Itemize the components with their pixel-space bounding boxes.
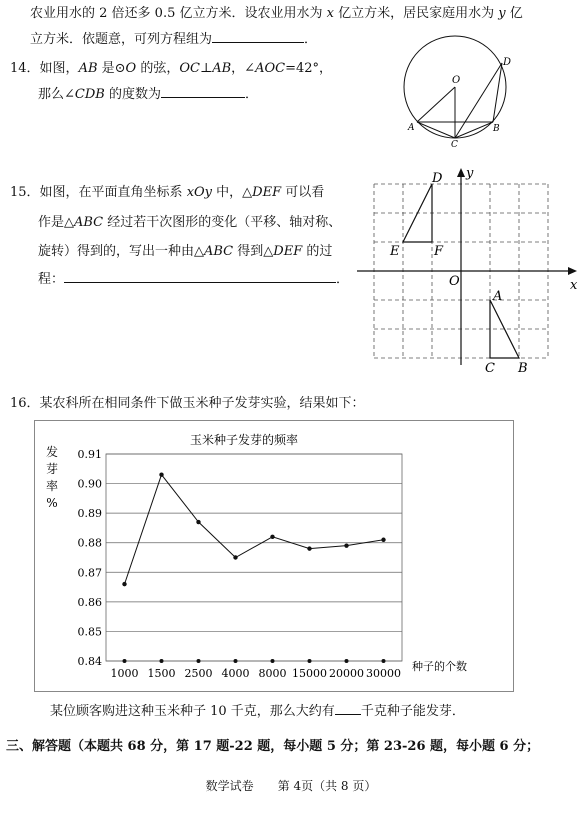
y-tick-label: 0.85 xyxy=(77,625,102,639)
y-axis-label xyxy=(46,444,58,510)
y-tick-label: 0.88 xyxy=(77,536,102,550)
label-e: E xyxy=(390,244,400,259)
data-point xyxy=(344,543,348,547)
x-tick-label: 8000 xyxy=(258,667,287,680)
data-point xyxy=(270,535,274,539)
data-point xyxy=(159,473,163,477)
label-b: B xyxy=(493,124,500,134)
x-axis-label: 种子的个数 xyxy=(412,660,467,673)
y-label-char: 率 xyxy=(45,479,59,493)
y-tick-label: 0.91 xyxy=(77,448,102,461)
x-tick-label: 15000 xyxy=(292,667,327,680)
y-tick-label: 0.90 xyxy=(77,477,102,491)
baseline-marker xyxy=(308,659,312,663)
y-tick-label: 0.84 xyxy=(77,655,102,668)
plot-border xyxy=(106,454,402,661)
y-label-char: % xyxy=(46,496,58,510)
data-point xyxy=(307,546,311,550)
question-number: 15． xyxy=(10,185,40,200)
label-d: D xyxy=(432,171,443,186)
label-a: A xyxy=(408,123,415,133)
data-point xyxy=(381,538,385,542)
label-a: A xyxy=(493,289,503,304)
label-o: O xyxy=(452,75,461,86)
x-tick-label: 2500 xyxy=(184,667,213,680)
q13-line2: 立方米．依题意，可列方程组为 ． xyxy=(30,28,317,47)
y-label-char: 发 xyxy=(45,445,59,459)
answer-blank[interactable] xyxy=(161,84,245,98)
circle-figure xyxy=(395,35,525,150)
y-tick-label: 0.89 xyxy=(77,507,102,521)
baseline-marker xyxy=(160,659,164,663)
q15-line3: 旋转）得到的，写出一种由△ABC 得到△DEF 的过 xyxy=(38,244,333,259)
page-footer: 数学试卷 第 4页（共 8 页） xyxy=(205,779,377,793)
q15-line1: 15．如图，在平面直角坐标系 xOy 中，△DEF 可以看 xyxy=(10,185,325,200)
label-c: C xyxy=(485,361,495,375)
answer-blank[interactable] xyxy=(64,269,336,283)
baseline-marker xyxy=(271,659,275,663)
q16-line2: 某位顾客购进这种玉米种子 10 千克，那么大约有 千克种子能发芽． xyxy=(50,700,465,719)
y-tick-label: 0.87 xyxy=(77,566,102,580)
segment-bd xyxy=(493,63,502,122)
question-number: 16． xyxy=(10,396,40,411)
chart-title: 玉米种子发芽的频率 xyxy=(189,433,299,447)
x-tick-label: 1500 xyxy=(147,667,176,680)
q14-line2: 那么∠CDB 的度数为 ． xyxy=(38,83,258,102)
baseline-marker xyxy=(382,659,386,663)
label-b: B xyxy=(518,361,528,375)
label-d: D xyxy=(503,57,512,68)
x-tick-label: 30000 xyxy=(366,667,401,680)
segment-oa xyxy=(417,87,455,122)
coordinate-grid-figure xyxy=(355,165,582,375)
series-line xyxy=(125,475,384,584)
label-c: C xyxy=(451,140,458,150)
baseline-marker xyxy=(345,659,349,663)
y-label-char: 芽 xyxy=(45,462,59,476)
x-tick-label: 4000 xyxy=(221,667,250,680)
x-axis-arrow xyxy=(568,267,577,275)
data-point xyxy=(196,520,200,524)
x-tick-label: 1000 xyxy=(110,667,139,680)
var-x: x xyxy=(326,6,334,21)
label-f: F xyxy=(434,244,444,259)
answer-blank[interactable] xyxy=(212,29,304,43)
baseline-marker xyxy=(197,659,201,663)
answer-blank[interactable] xyxy=(335,701,361,715)
label-x: x xyxy=(570,278,578,293)
q14-line1: 14．如图，AB 是⊙O 的弦，OC⊥AB，∠AOC=42°， xyxy=(10,61,332,76)
q15-line4: 程： ． xyxy=(38,268,349,287)
segment-ac xyxy=(417,122,455,138)
x-tick-label: 20000 xyxy=(329,667,364,680)
label-y: y xyxy=(466,166,474,181)
plot-area xyxy=(78,448,403,680)
baseline-marker xyxy=(123,659,127,663)
data-point xyxy=(122,582,126,586)
triangle-def xyxy=(403,184,432,242)
segment-bc xyxy=(455,122,493,138)
data-point xyxy=(233,555,237,559)
label-o: O xyxy=(449,274,460,289)
q13-line1: 农业用水的 2 倍还多 0.5 亿立方米．设农业用水为 x 亿立方米，居民家庭用水为 y 亿 xyxy=(30,6,523,21)
q15-line2: 作是△ABC 经过若干次图形的变化（平移、轴对称、 xyxy=(38,215,342,230)
section-3-title: 三、解答题（本题共 68 分，第 17 题-22 题，每小题 5 分；第 23-26 题，每小题 6 分； xyxy=(6,739,540,754)
q16-line1: 16．某农科所在相同条件下做玉米种子发芽实验，结果如下： xyxy=(10,396,365,411)
var-y: y xyxy=(498,6,506,21)
y-axis-arrow xyxy=(457,168,465,177)
y-tick-label: 0.86 xyxy=(77,595,102,609)
baseline-marker xyxy=(234,659,238,663)
germination-line-chart xyxy=(34,420,514,692)
question-number: 14． xyxy=(10,61,40,76)
